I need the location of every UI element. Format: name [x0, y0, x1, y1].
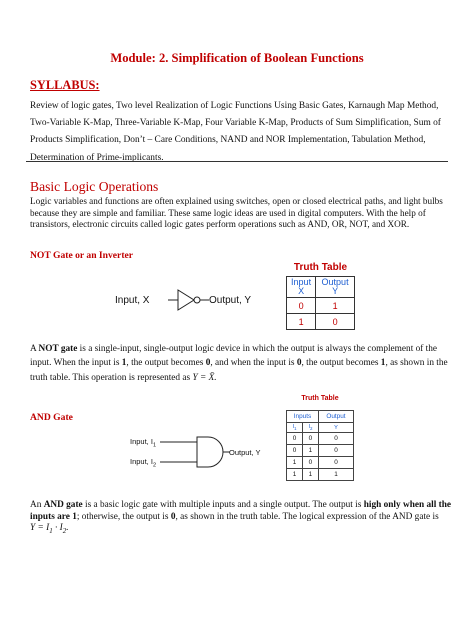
basic-ops-heading: Basic Logic Operations: [30, 179, 159, 194]
and-gate-diagram: [150, 433, 235, 473]
tt-cell: 0: [302, 457, 318, 469]
not-input-label: Input, X: [115, 295, 150, 306]
tt-cell: 0: [287, 445, 303, 457]
tt-header-output: Output Y: [316, 277, 355, 298]
table-row: [287, 457, 354, 469]
and-input1-label: Input, $I_1$: [130, 437, 157, 449]
tt-cell: 1: [302, 469, 318, 481]
not-equation: Y = X̄.: [192, 372, 217, 383]
and-gate-symbol: [197, 437, 223, 467]
table-row: [287, 298, 355, 314]
tt-cell: 0: [302, 433, 318, 445]
not-truth-table: [286, 276, 355, 330]
syllabus-text: Review of logic gates, Two level Realization of Logic Functions Using Basic Gates, Karnaugh Map Method, Two-Variable K-Map, Three-Variable K-Map, Four Variable K-Map, Products of Sum Simplification, Sum of Products Simplification, Don’t – Care Conditions, NAND and NOR Implementation, Tabulation Method, Determination of Prime-implicants.: [30, 101, 441, 163]
not-gate-heading: NOT Gate or an Inverter: [30, 250, 134, 261]
not-gate-symbol: [178, 290, 194, 310]
tt-cell: 1: [287, 469, 303, 481]
not-gate-paragraph: A NOT gate is a single-input, single-output logic device in which the output is always the complement of the input. When the input is 1, the output becomes 0, and when the input is 0, the output becomes 1, as shown in the truth table. This operation is represented as Y = X̄.: [30, 344, 448, 383]
and-equation: $Y = I_1 \cdot I_2$.: [30, 523, 69, 536]
tt-cell: 1: [287, 314, 316, 330]
tt-cell: 1: [316, 298, 355, 314]
tt-header-input: Input X: [287, 277, 316, 298]
and-truth-table-title: Truth Table: [301, 395, 339, 402]
section-divider: [26, 161, 448, 162]
and-gate-heading: AND Gate: [30, 412, 73, 423]
tt-cell: 0: [318, 445, 353, 457]
tt-cell: 1: [318, 469, 353, 481]
table-row: [287, 445, 354, 457]
tt-header-i2: $I_2$: [302, 423, 318, 433]
tt-header-output: Output: [318, 411, 353, 423]
tt-cell: 1: [287, 457, 303, 469]
basic-ops-intro: Logic variables and functions are often explained using switches, open or closed electrical paths, and light bulbs because they are simple and familiar. These same logic ideas are used in digital computers. With the help of transistors, electronic circuits called logic gates perform operations such as AND, OR, NOT, and XOR.: [30, 196, 443, 229]
not-bubble: [194, 297, 200, 303]
and-output-label: Output, Y: [229, 448, 261, 457]
table-row: [287, 314, 355, 330]
not-output-label: Output, Y: [209, 295, 252, 306]
table-row: [287, 433, 354, 445]
and-truth-table: [286, 410, 354, 481]
tt-cell: 0: [287, 433, 303, 445]
tt-cell: 0: [316, 314, 355, 330]
tt-cell: 0: [318, 457, 353, 469]
tt-header-y: Y: [318, 423, 353, 433]
tt-header-i1: $I_1$: [287, 423, 303, 433]
tt-cell: 1: [302, 445, 318, 457]
tt-cell: 0: [318, 433, 353, 445]
and-input2-label: Input, $I_2$: [130, 457, 157, 469]
syllabus-heading: SYLLABUS:: [30, 78, 100, 92]
module-title: Module: 2. Simplification of Boolean Functions: [110, 51, 364, 65]
not-truth-table-title: Truth Table: [293, 262, 348, 273]
table-row: [287, 469, 354, 481]
tt-header-inputs: Inputs: [287, 411, 319, 423]
and-gate-paragraph: An AND gate is a basic logic gate with multiple inputs and a single output. The output is high only when all the inputs are 1; otherwise, the output is 0, as shown in the truth table. The logical expression of the AND gate is $Y = I_1 \cdot I_2$.: [30, 500, 452, 536]
tt-cell: 0: [287, 298, 316, 314]
